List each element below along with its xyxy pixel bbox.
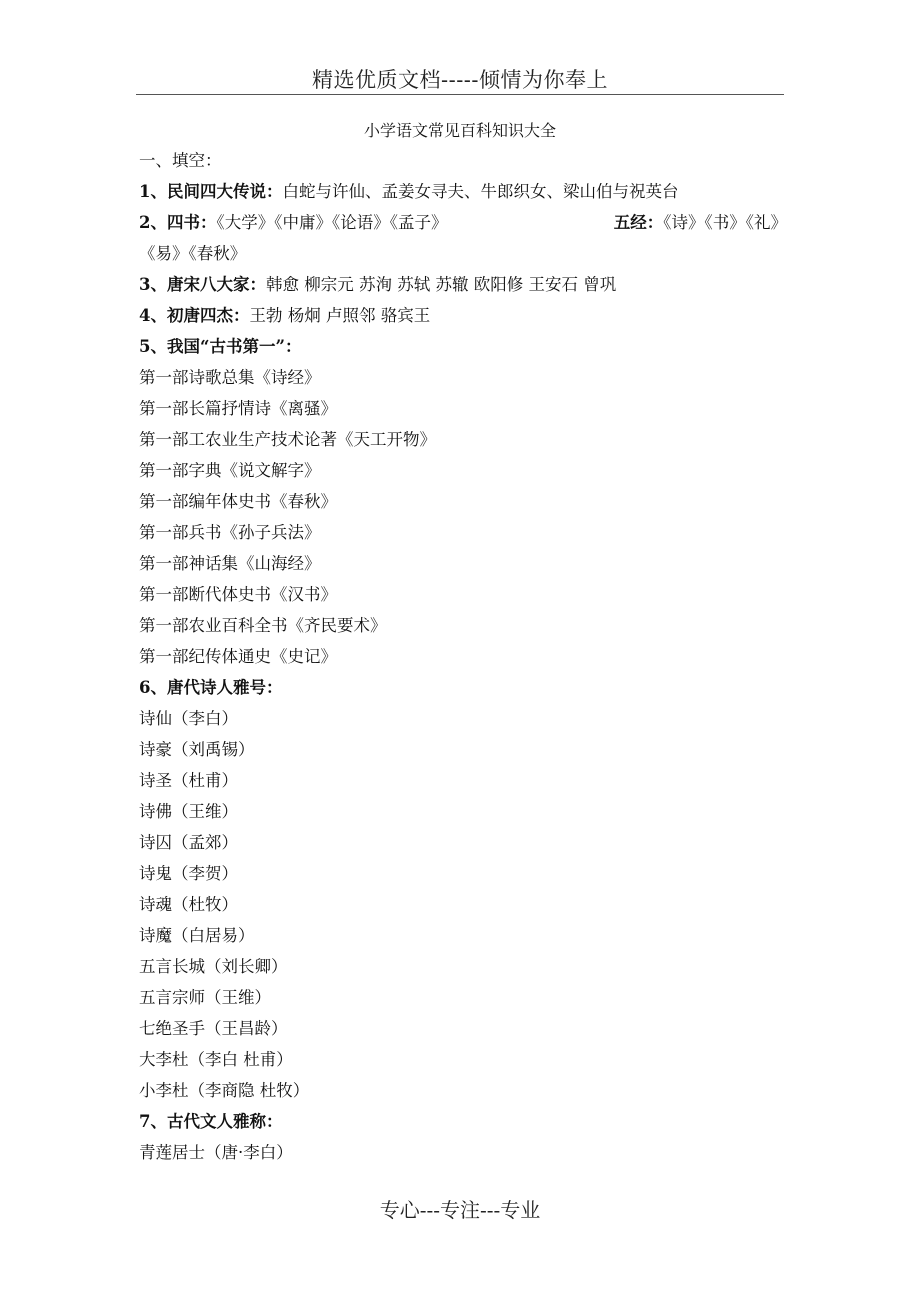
item-3-label: 3、唐宋八大家：	[139, 275, 266, 294]
item-2-text2: 《诗》《书》《礼》	[663, 213, 787, 232]
item-1-label: 1、民间四大传说：	[139, 182, 283, 201]
list-item: 青莲居士（唐·李白）	[139, 1143, 293, 1162]
list-item: 七绝圣手（王昌龄）	[139, 1019, 288, 1038]
list-item: 诗圣（杜甫）	[139, 771, 238, 790]
list-item: 第一部纪传体通史《史记》	[139, 647, 337, 666]
item-2	[139, 207, 787, 238]
list-item: 第一部工农业生产技术论著《天工开物》	[139, 430, 436, 449]
list-item: 诗仙（李白）	[139, 709, 238, 728]
item-1	[139, 176, 787, 207]
list-item: 大李杜（李白 杜甫）	[139, 1050, 293, 1069]
document-title: 小学语文常见百科知识大全	[363, 121, 556, 140]
item-2-continuation: 《易》《春秋》	[139, 244, 247, 263]
item-2-label: 2、四书：	[139, 213, 217, 232]
list-item: 诗佛（王维）	[139, 802, 238, 821]
list-item: 第一部长篇抒情诗《离骚》	[139, 399, 337, 418]
item-5-list	[139, 362, 787, 672]
page-footer: 专心---专注---专业	[379, 1198, 541, 1222]
item-4-label: 4、初唐四杰：	[139, 306, 250, 325]
list-item: 五言宗师（王维）	[139, 988, 271, 1007]
document-body	[139, 145, 787, 1168]
list-item: 小李杜（李商隐 杜牧）	[139, 1081, 310, 1100]
list-item: 第一部断代体史书《汉书》	[139, 585, 337, 604]
item-1-text: 白蛇与许仙、孟姜女寻夫、牛郎织女、梁山伯与祝英台	[282, 182, 679, 201]
list-item: 诗魂（杜牧）	[139, 895, 238, 914]
item-3-text: 韩愈 柳宗元 苏洵 苏轼 苏辙 欧阳修 王安石 曾巩	[265, 275, 617, 294]
item-2-label2: 五经：	[613, 213, 664, 232]
item-4-text: 王勃 杨炯 卢照邻 骆宾王	[249, 306, 431, 325]
list-item: 第一部神话集《山海经》	[139, 554, 321, 573]
item-2-text: 《大学》《中庸》《论语》《孟子》	[216, 213, 448, 232]
header-divider	[136, 94, 784, 95]
list-item: 第一部农业百科全书《齐民要术》	[139, 616, 387, 635]
list-item: 诗囚（孟郊）	[139, 833, 238, 852]
list-item: 第一部兵书《孙子兵法》	[139, 523, 321, 542]
item-6-heading: 6、唐代诗人雅号：	[139, 678, 283, 697]
item-3	[139, 269, 787, 300]
list-item: 诗鬼（李贺）	[139, 864, 238, 883]
item-5-heading: 5、我国“古书第一”：	[139, 337, 302, 356]
list-item: 第一部字典《说文解字》	[139, 461, 321, 480]
list-item: 诗豪（刘禹锡）	[139, 740, 255, 759]
item-6-list	[139, 703, 787, 1106]
item-7-heading: 7、古代文人雅称：	[139, 1112, 283, 1131]
item-4	[139, 300, 787, 331]
list-item: 第一部编年体史书《春秋》	[139, 492, 337, 511]
item-7-list	[139, 1137, 787, 1168]
page-header: 精选优质文档-----倾情为你奉上	[312, 68, 608, 92]
list-item: 诗魔（白居易）	[139, 926, 255, 945]
list-item: 五言长城（刘长卿）	[139, 957, 288, 976]
list-item: 第一部诗歌总集《诗经》	[139, 368, 321, 387]
section-heading: 一、填空：	[139, 151, 222, 170]
